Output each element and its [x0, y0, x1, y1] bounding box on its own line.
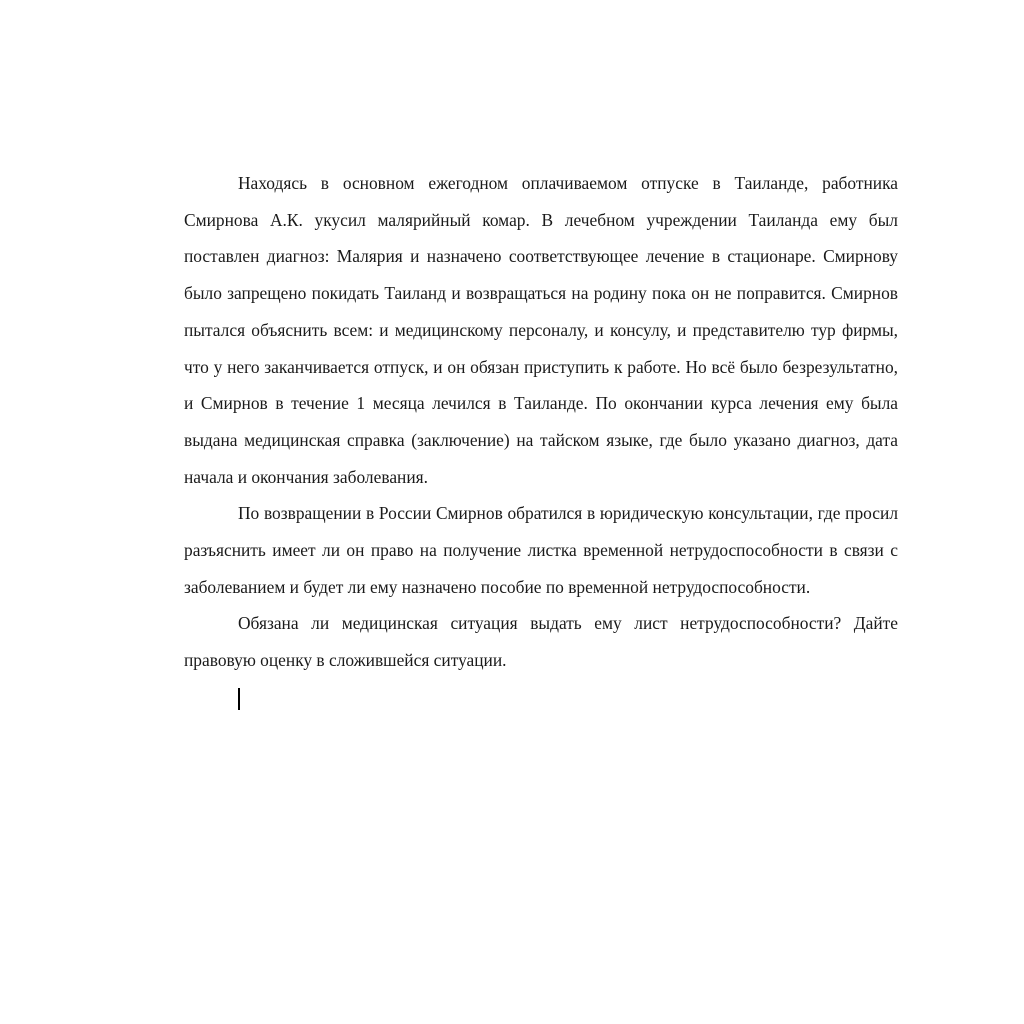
text-cursor [238, 688, 240, 710]
paragraph-legal-consultation: По возвращении в России Смирнов обратился в юридическую консультации, где просил разъяснить имеет ли он право на получение листка временной нетрудоспособности в связи с заболеванием и будет ли ему назначено пособие по временной нетрудоспособности. [184, 503, 898, 597]
document-body[interactable] [184, 165, 898, 716]
paragraph-question: Обязана ли медицинская ситуация выдать ему лист нетрудоспособности? Дайте правовую оценку в сложившейся ситуации. [184, 613, 898, 671]
paragraph-case-description: Находясь в основном ежегодном оплачиваемом отпуске в Таиланде, работника Смирнова А.К. укусил малярийный комар. В лечебном учреждении Таиланда ему был поставлен диагноз: Малярия и назначено соответствующее лечение в стационаре. Смирнову было запрещено покидать Таиланд и возвращаться на родину пока он не поправится. Смирнов пытался объяснить всем: и медицинскому персоналу, и консулу, и представителю тур фирмы, что у него заканчивается отпуск, и он обязан приступить к работе. Но всё было безрезультатно, и Смирнов в течение 1 месяца лечился в Таиланде. По окончании курса лечения ему была выдана медицинская справка (заключение) на тайском языке, где было указано диагноз, дата начала и окончания заболевания. [184, 173, 898, 487]
empty-paragraph[interactable] [184, 679, 898, 716]
